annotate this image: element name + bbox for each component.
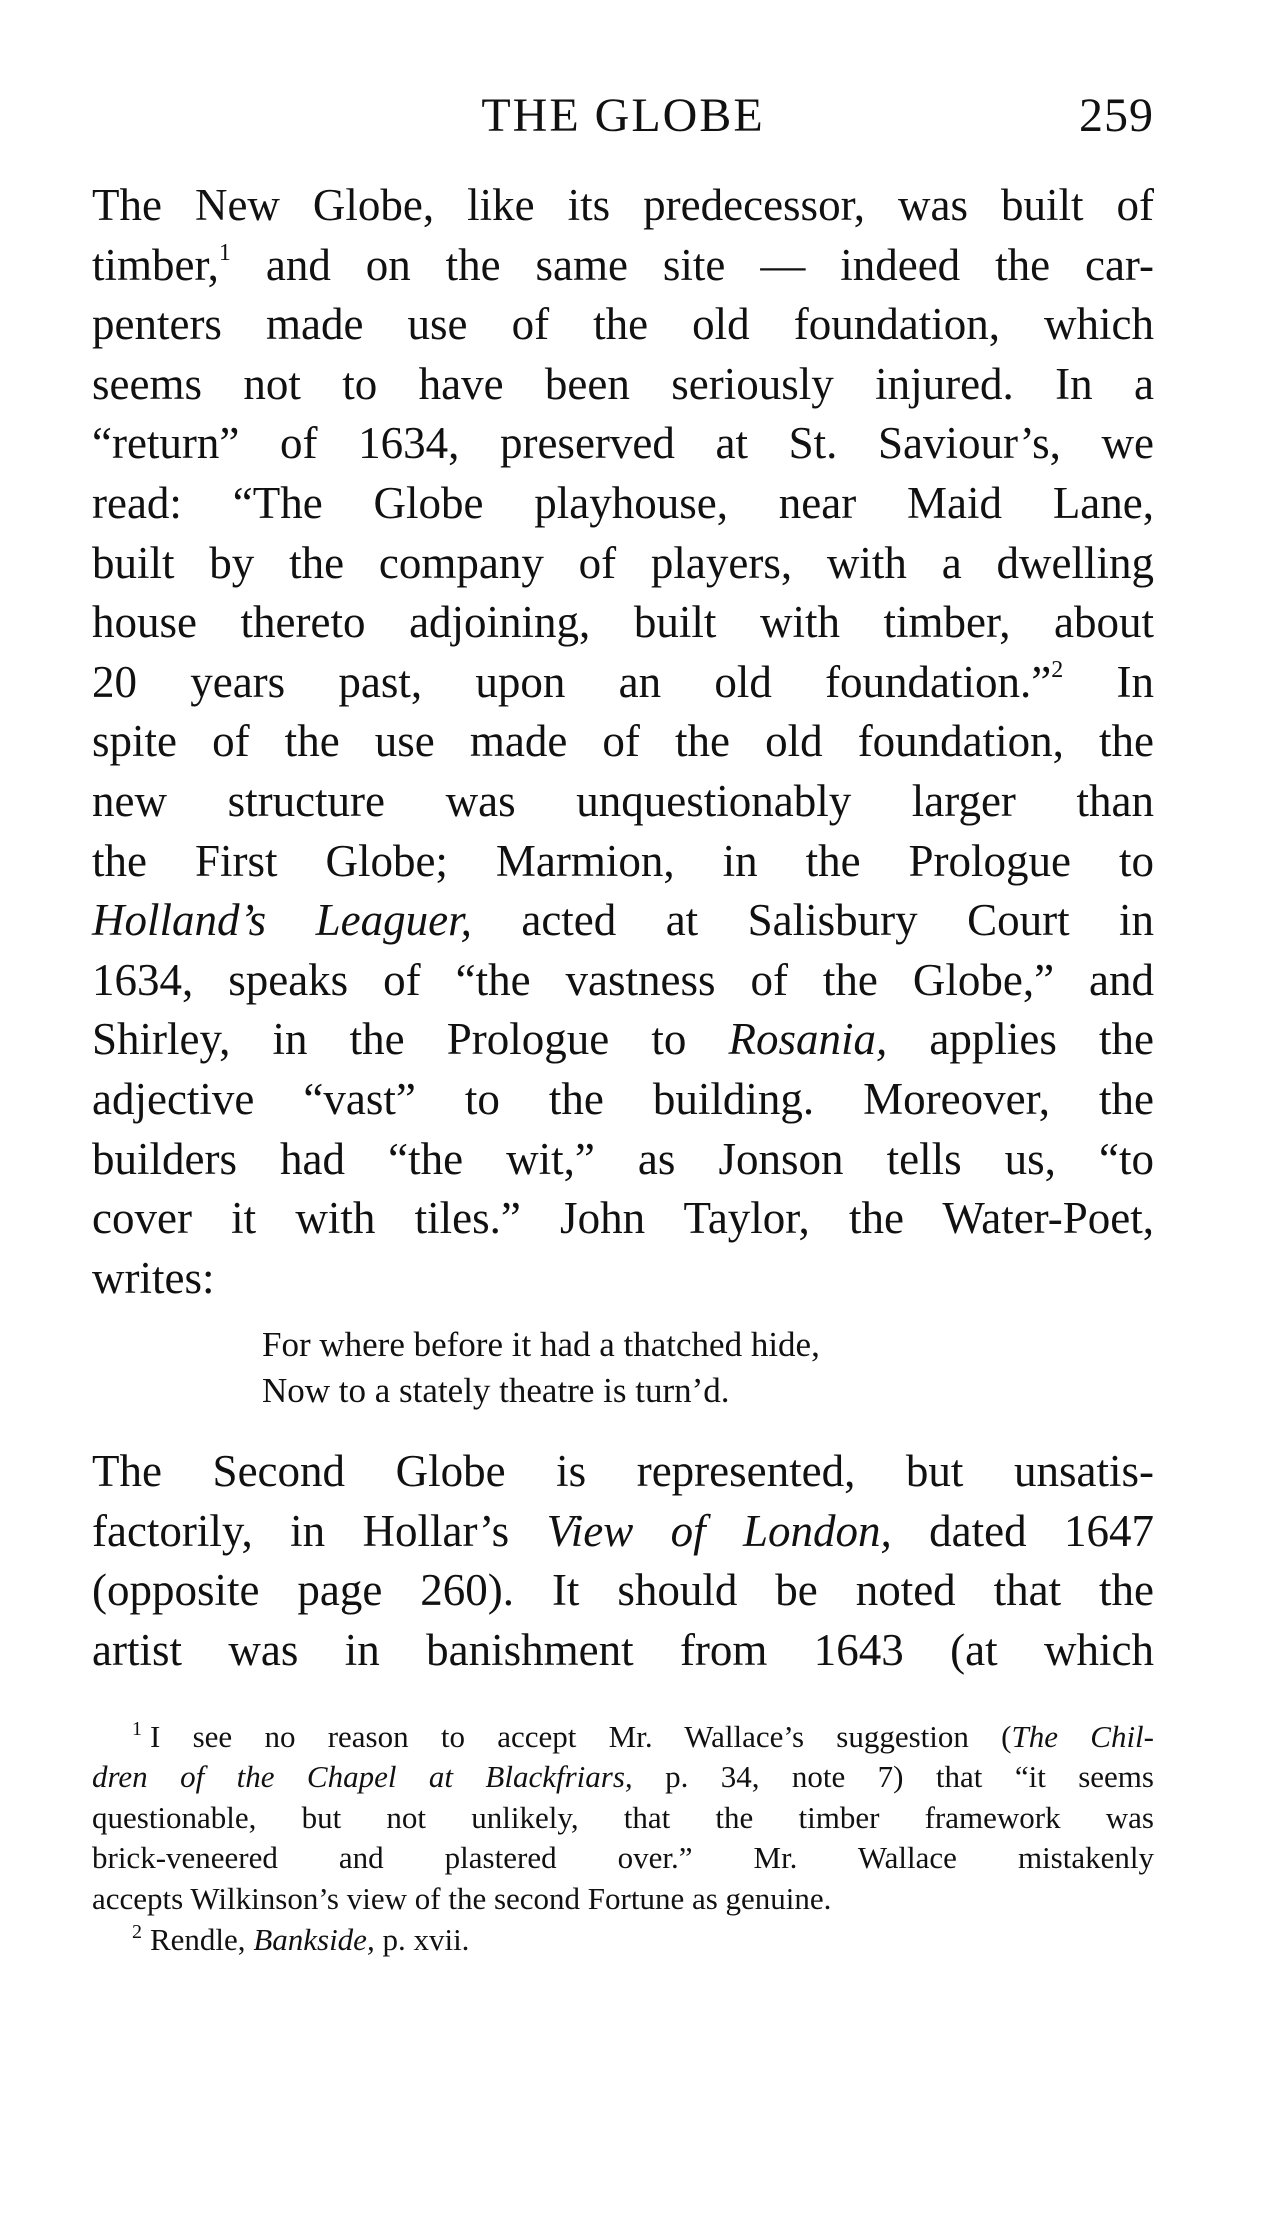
verse-line: For where before it had a thatched hide, <box>262 1325 820 1365</box>
text-line: house thereto adjoining, built with timber, about <box>92 597 1154 648</box>
page-number: 259 <box>1079 89 1154 142</box>
text-line <box>92 1010 1154 1070</box>
text-line: seems not to have been seriously injured. In a <box>92 358 1154 409</box>
text-fragment: dated 1647 <box>929 1505 1155 1556</box>
text-fragment: Shirley, in the Prologue to <box>92 1014 687 1065</box>
text-line: spite of the use made of the old foundation, the <box>92 716 1154 767</box>
text-line: (opposite page 260). It should be noted that the <box>92 1565 1154 1616</box>
text-fragment: acted at Salisbury Court in <box>521 895 1155 946</box>
text-line: artist was in banishment from 1643 (at which <box>92 1625 1154 1676</box>
text-fragment: p. 34, note 7) that “it seems <box>665 1759 1154 1795</box>
text-fragment: In <box>1116 656 1155 707</box>
timber-word: timber, <box>92 239 219 290</box>
main-text <box>92 176 1154 1681</box>
text-fragment-italic: dren of the Chapel at Blackfriars, <box>92 1759 633 1795</box>
text-line: new structure was unquestionably larger than <box>92 775 1154 826</box>
text-line: built by the company of players, with a dwelling <box>92 537 1154 588</box>
title-hollands-leaguer: Holland’s Leaguer, <box>92 895 472 946</box>
text-fragment-italic: The Chil- <box>1011 1718 1154 1754</box>
text-fragment: p. xvii. <box>382 1921 470 1957</box>
text-line: penters made use of the old foundation, which <box>92 299 1154 350</box>
page-title: THE GLOBE <box>481 89 765 142</box>
text-fragment: I see no reason to accept Mr. Wallace’s suggestion ( <box>150 1718 1012 1754</box>
text-fragment: applies the <box>929 1014 1154 1065</box>
text-line: 1634, speaks of “the vastness of the Globe,” and <box>92 954 1154 1005</box>
footnote-2-number: 2 <box>132 1920 142 1943</box>
text-fragment: 20 years past, upon an old foundation.” <box>92 656 1052 707</box>
footnote-1-line <box>92 1717 1154 1758</box>
text-line <box>92 891 1154 951</box>
footnote-1-number: 1 <box>132 1717 142 1740</box>
text-line <box>92 236 1154 296</box>
text-fragment: and on the same site — indeed the car- <box>265 239 1155 290</box>
title-rosania: Rosania, <box>728 1014 888 1065</box>
title-view-of-london: View of London, <box>546 1505 892 1556</box>
paragraph-2 <box>92 1442 1154 1680</box>
footnotes <box>92 1717 1154 1961</box>
text-line: The New Globe, like its predecessor, was built of <box>92 180 1154 230</box>
footnote-1-line <box>92 1757 1154 1798</box>
verse-line: Now to a stately theatre is turn’d. <box>262 1371 730 1411</box>
text-fragment-italic: Bankside, <box>253 1921 375 1957</box>
footnote-2-line <box>92 1920 1154 1961</box>
footnote-ref-2[interactable]: 2 <box>1051 656 1064 683</box>
text-line <box>92 1502 1154 1562</box>
text-fragment: factorily, in Hollar’s <box>92 1505 510 1556</box>
running-head <box>92 88 1154 148</box>
text-line: The Second Globe is represented, but unsatis- <box>92 1446 1154 1497</box>
text-line: builders had “the wit,” as Jonson tells us, “to <box>92 1133 1154 1184</box>
paragraph-1 <box>92 176 1154 1308</box>
footnote-1-line: accepts Wilkinson’s view of the second Fortune as genuine. <box>92 1881 832 1917</box>
book-page <box>92 88 1154 1960</box>
verse-quotation <box>262 1322 1154 1414</box>
text-line: read: “The Globe playhouse, near Maid Lane, <box>92 477 1154 528</box>
text-line: “return” of 1634, preserved at St. Saviour’s, we <box>92 418 1154 469</box>
text-line: the First Globe; Marmion, in the Prologue to <box>92 835 1154 886</box>
footnote-1-line: questionable, but not unlikely, that the timber framework was <box>92 1799 1154 1835</box>
text-line: writes: <box>92 1252 215 1303</box>
footnote-1-line: brick-veneered and plastered over.” Mr. Wallace mistakenly <box>92 1840 1154 1876</box>
text-line: cover it with tiles.” John Taylor, the Water-Poet, <box>92 1193 1154 1244</box>
footnote-ref-1[interactable]: 1 <box>218 239 231 266</box>
text-line: adjective “vast” to the building. Moreover, the <box>92 1073 1154 1124</box>
text-fragment: Rendle, <box>150 1921 246 1957</box>
text-line <box>92 653 1154 713</box>
